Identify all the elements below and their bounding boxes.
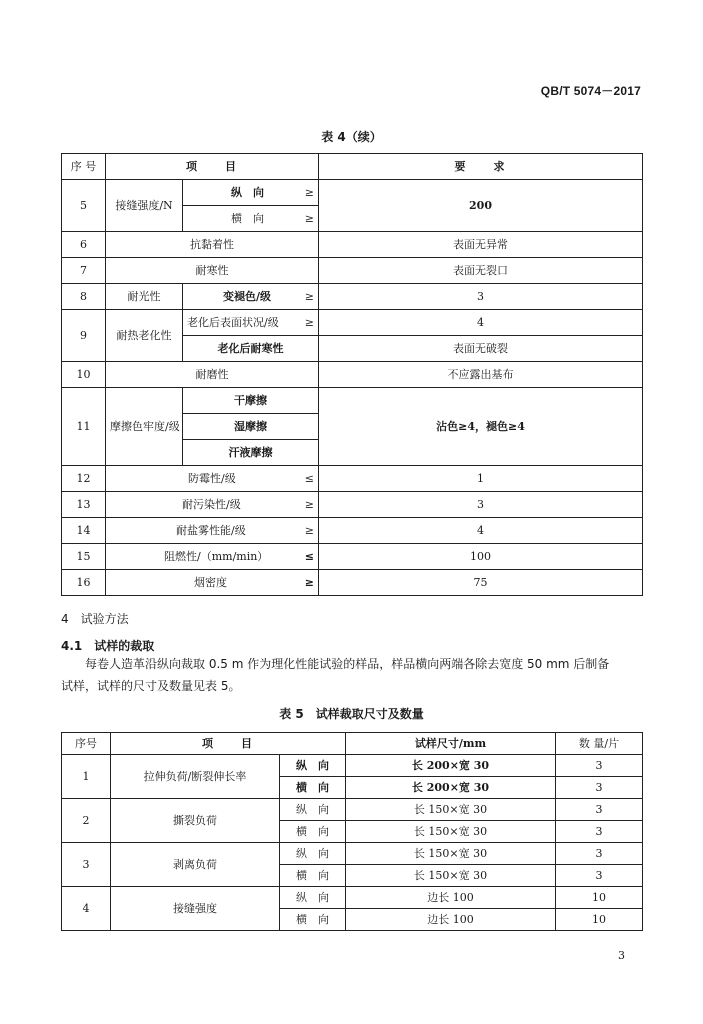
row-requirement: 1 (319, 466, 643, 492)
table-row (62, 492, 643, 518)
table-row (62, 258, 643, 284)
row-requirement: 4 (319, 518, 643, 544)
section-title: 4 试验方法 (61, 612, 129, 626)
paragraph (61, 653, 642, 697)
table-row (62, 388, 643, 414)
row-no: 7 (62, 258, 106, 284)
row-size: 边长 100 (346, 887, 556, 909)
row-quantity: 3 (556, 755, 643, 777)
row-size: 长 150×宽 30 (346, 843, 556, 865)
sub-item: 老化后耐寒性 (183, 336, 319, 362)
row-requirement: 100 (319, 544, 643, 570)
sub-item: 变褪色/级 ≥ (183, 284, 319, 310)
table-row (62, 544, 643, 570)
row-no: 10 (62, 362, 106, 388)
table5-header-row (62, 733, 643, 755)
row-no: 5 (62, 180, 106, 232)
row-no: 4 (62, 887, 111, 931)
row-no: 11 (62, 388, 106, 466)
row-item: 拉伸负荷/断裂伸长率 (111, 755, 280, 799)
row-item: 撕裂负荷 (111, 799, 280, 843)
row-requirement: 表面无破裂 (319, 336, 643, 362)
row-item: 耐盐雾性能/级 ≥ (106, 518, 319, 544)
row-quantity: 10 (556, 887, 643, 909)
row-requirement: 表面无异常 (319, 232, 643, 258)
row-requirement: 75 (319, 570, 643, 596)
row-no: 9 (62, 310, 106, 362)
row-no: 15 (62, 544, 106, 570)
row-item: 接缝强度/N (106, 180, 183, 232)
row-requirement: 3 (319, 492, 643, 518)
header-size: 试样尺寸/mm (346, 733, 556, 755)
row-item: 耐磨性 (106, 362, 319, 388)
sub-item: 湿摩擦 (183, 414, 319, 440)
table-row (62, 843, 643, 865)
table-row (62, 570, 643, 596)
table5-caption: 表 5 试样裁取尺寸及数量 (279, 707, 424, 721)
sub-item: 纵 向 ≥ (183, 180, 319, 206)
table-row (62, 180, 643, 206)
row-direction: 横 向 (280, 865, 346, 887)
row-size: 长 150×宽 30 (346, 865, 556, 887)
row-no: 13 (62, 492, 106, 518)
row-no: 3 (62, 843, 111, 887)
row-item: 耐热老化性 (106, 310, 183, 362)
row-no: 8 (62, 284, 106, 310)
row-item: 防霉性/级 ≤ (106, 466, 319, 492)
table-5 (61, 732, 643, 931)
table-row (62, 799, 643, 821)
sub-item: 横 向 ≥ (183, 206, 319, 232)
row-direction: 横 向 (280, 821, 346, 843)
subsection-title: 4.1 试样的裁取 (61, 639, 155, 653)
header-item: 项 目 (111, 733, 346, 755)
row-direction: 纵 向 (280, 799, 346, 821)
paragraph-line: 试样，试样的尺寸及数量见表 5。 (61, 679, 241, 693)
row-direction: 横 向 (280, 909, 346, 931)
standard-code: QB/T 5074－2017 (540, 84, 641, 98)
table4-caption: 表 4（续） (321, 130, 382, 144)
row-no: 12 (62, 466, 106, 492)
row-quantity: 3 (556, 777, 643, 799)
row-no: 6 (62, 232, 106, 258)
header-no: 序号 (62, 733, 111, 755)
header-requirement: 要 求 (319, 154, 643, 180)
table-row (62, 362, 643, 388)
sub-item: 汗液摩擦 (183, 440, 319, 466)
header-no: 序 号 (62, 154, 106, 180)
table-row (62, 518, 643, 544)
header-item: 项 目 (106, 154, 319, 180)
page-number: 3 (618, 949, 625, 962)
row-size: 长 150×宽 30 (346, 821, 556, 843)
row-requirement: 表面无裂口 (319, 258, 643, 284)
row-item: 接缝强度 (111, 887, 280, 931)
row-requirement: 4 (319, 310, 643, 336)
row-direction: 横 向 (280, 777, 346, 799)
row-size: 边长 100 (346, 909, 556, 931)
row-quantity: 3 (556, 799, 643, 821)
row-no: 16 (62, 570, 106, 596)
row-requirement: 3 (319, 284, 643, 310)
row-quantity: 3 (556, 843, 643, 865)
row-size: 长 200×宽 30 (346, 755, 556, 777)
row-size: 长 150×宽 30 (346, 799, 556, 821)
row-requirement: 200 (319, 180, 643, 232)
table-row (62, 466, 643, 492)
header-quantity: 数 量/片 (556, 733, 643, 755)
table-4 (61, 153, 643, 596)
table-row (62, 887, 643, 909)
row-item: 剥离负荷 (111, 843, 280, 887)
sub-item: 干摩擦 (183, 388, 319, 414)
row-item: 烟密度 ≥ (106, 570, 319, 596)
table4-header-row (62, 154, 643, 180)
row-requirement: 沾色≥4，褪色≥4 (319, 388, 643, 466)
row-quantity: 3 (556, 821, 643, 843)
row-size: 长 200×宽 30 (346, 777, 556, 799)
row-no: 14 (62, 518, 106, 544)
row-no: 1 (62, 755, 111, 799)
row-no: 2 (62, 799, 111, 843)
sub-item: 老化后表面状况/级 ≥ (183, 310, 319, 336)
table-row (62, 232, 643, 258)
paragraph-line: 每卷人造革沿纵向裁取 0.5 m 作为理化性能试验的样品，样品横向两端各除去宽度 50 mm 后制备 (85, 657, 610, 671)
table-row (62, 284, 643, 310)
row-requirement: 不应露出基布 (319, 362, 643, 388)
table-row (62, 755, 643, 777)
row-direction: 纵 向 (280, 887, 346, 909)
row-item: 摩擦色牢度/级 (106, 388, 183, 466)
row-item: 耐寒性 (106, 258, 319, 284)
table-row (62, 310, 643, 336)
row-quantity: 10 (556, 909, 643, 931)
row-item: 阻燃性/（mm/min） ≤ (106, 544, 319, 570)
row-item: 耐光性 (106, 284, 183, 310)
row-direction: 纵 向 (280, 843, 346, 865)
row-item: 抗黏着性 (106, 232, 319, 258)
row-item: 耐污染性/级 ≥ (106, 492, 319, 518)
row-quantity: 3 (556, 865, 643, 887)
row-direction: 纵 向 (280, 755, 346, 777)
